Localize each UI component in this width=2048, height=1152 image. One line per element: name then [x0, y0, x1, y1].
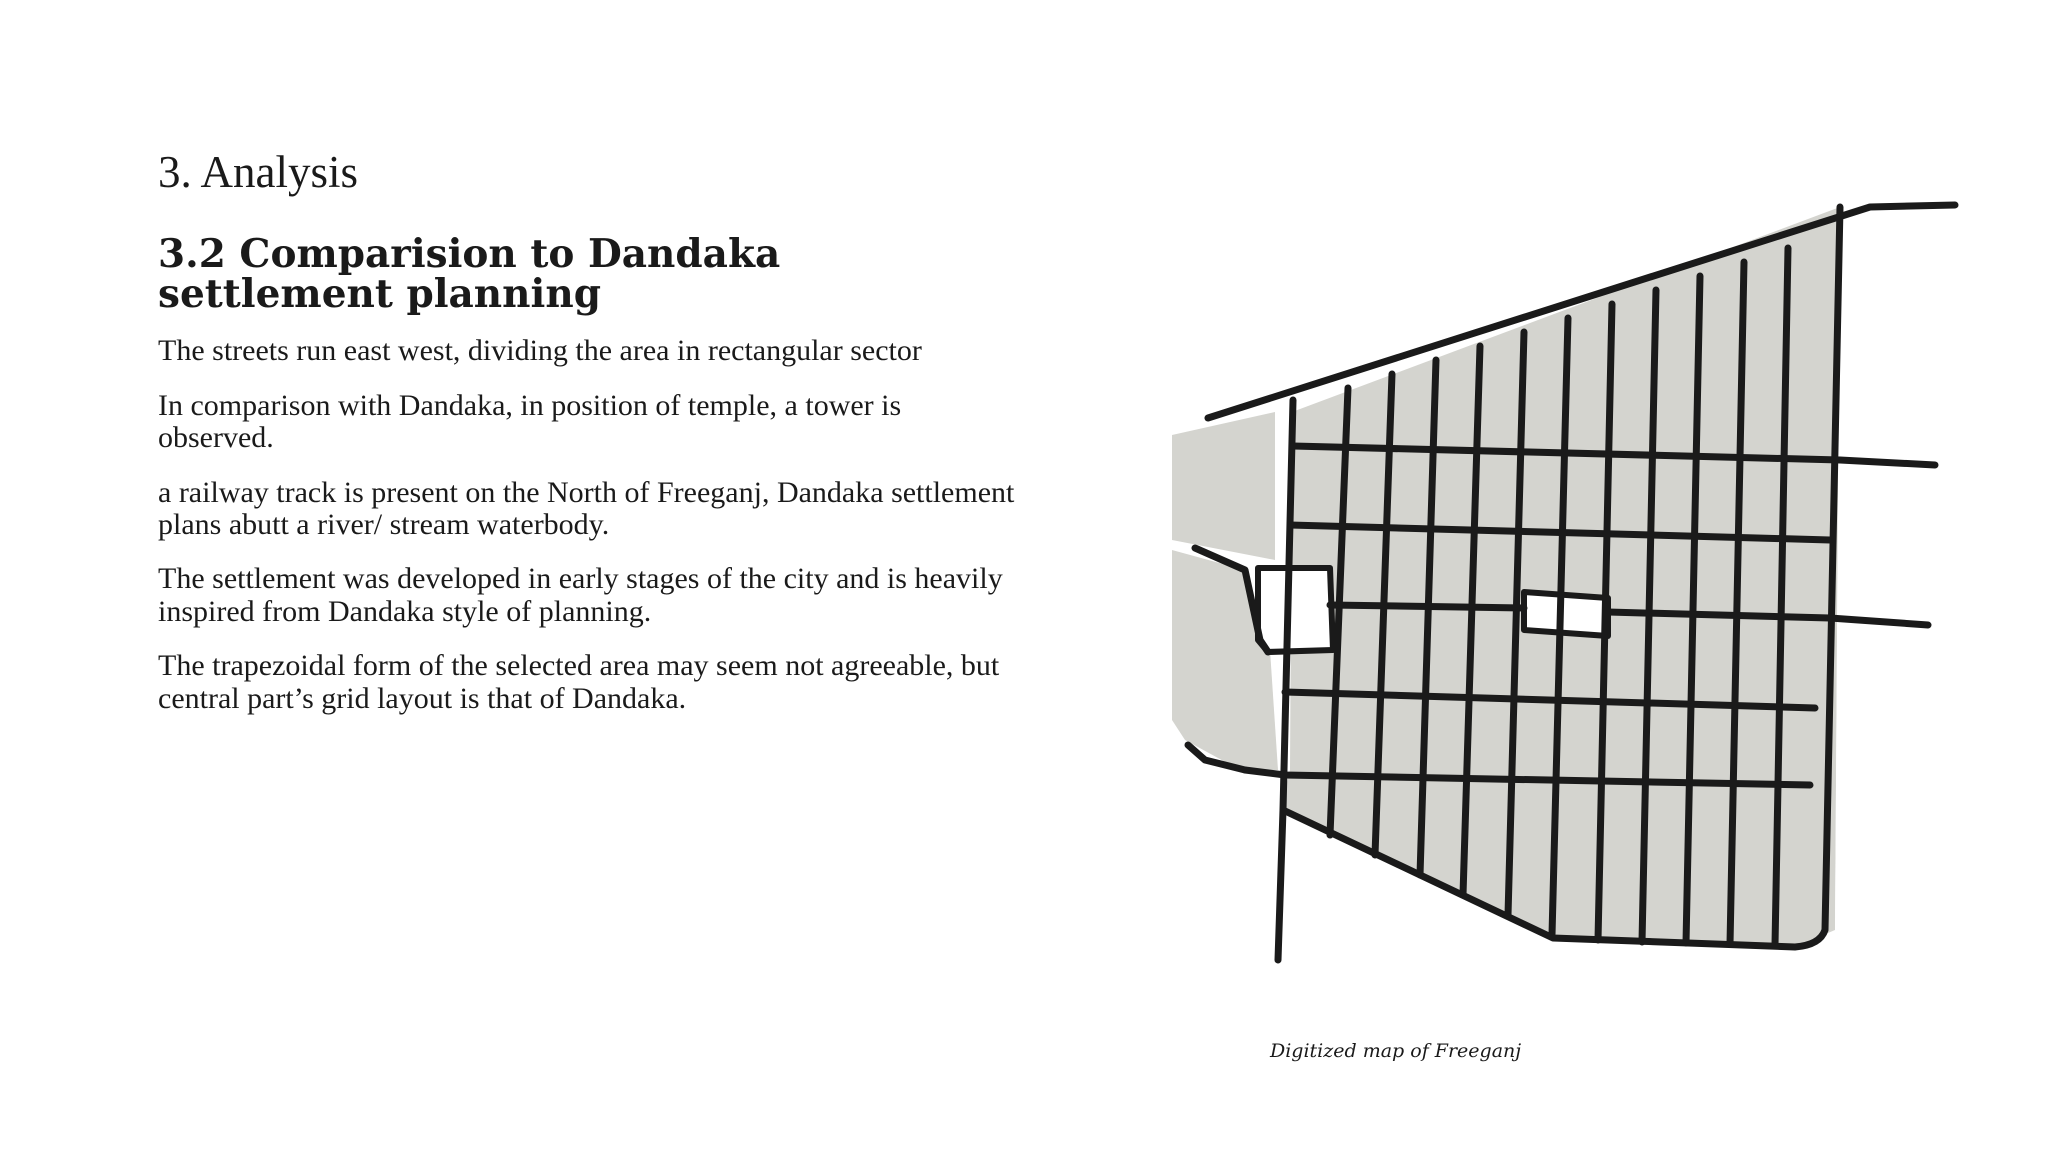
freeganj-map-figure — [1160, 200, 1960, 970]
figure-caption: Digitized map of Freeganj — [1270, 1040, 1522, 1062]
east-edge-area — [1835, 205, 1960, 950]
paragraph-streets: The streets run east west, dividing the area in rectangular sector — [158, 334, 922, 368]
paragraph-development: The settlement was developed in early stages of the city and is heavily inspired from Dandaka style of planning. — [158, 562, 1003, 628]
paragraph-trapezoidal: The trapezoidal form of the selected area may seem not agreeable, but central part’s grid layout is that of Dandaka. — [158, 649, 1000, 715]
open-space-west — [1258, 568, 1333, 652]
freeganj-map — [1160, 200, 1960, 970]
section-title: 3. Analysis — [158, 147, 359, 197]
open-space-central — [1524, 592, 1608, 636]
paragraph-tower: In comparison with Dandaka, in position of temple, a tower is observed. — [158, 388, 902, 455]
subsection-title: 3.2 Comparision to Dandaka settlement planning — [158, 230, 781, 318]
paragraph-railway: a railway track is present on the North of Freeganj, Dandaka settlement plans abutt a river/ stream waterbody. — [158, 475, 1015, 541]
west-block-upper — [1172, 412, 1275, 560]
text-column — [158, 148, 1018, 737]
